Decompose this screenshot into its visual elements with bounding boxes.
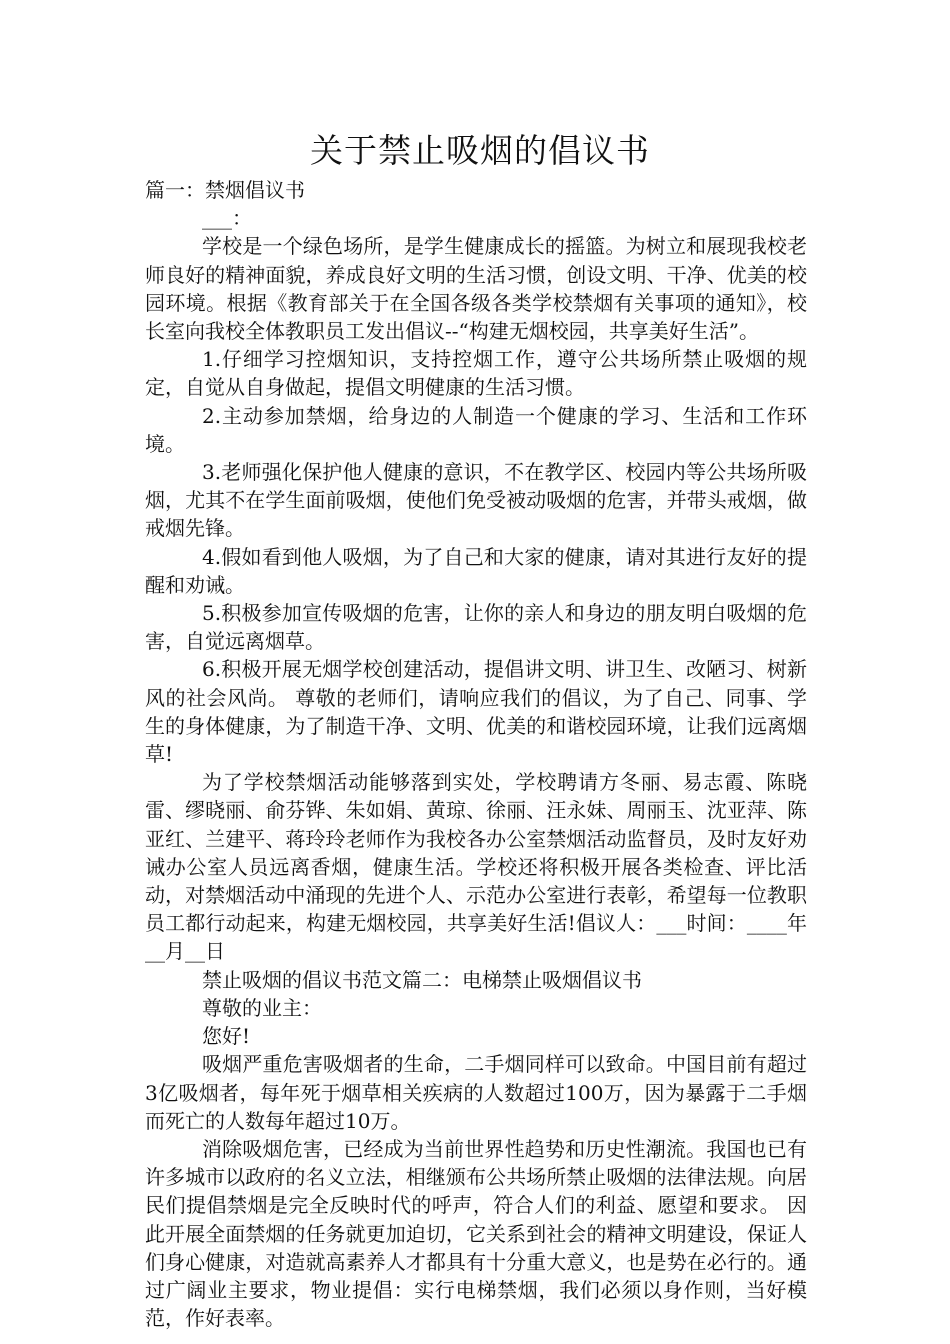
document-title: 关于禁止吸烟的倡议书 [310,131,650,170]
list-item-3: 3.老师强化保护他人健康的意识，不在教学区、校园内等公共场所吸烟，尤其不在学生面前吸烟，使他们免受被动吸烟的危害，并带头戒烟，做戒烟先锋。 [145,460,807,541]
paragraph-smoking-harm: 吸烟严重危害吸烟者的生命，二手烟同样可以致命。中国目前有超过3亿吸烟者，每年死于烟草相关疾病的人数超过100万，因为暴露于二手烟而死亡的人数每年超过10万。 [145,1052,807,1133]
greeting-salutation: 尊敬的业主： [202,995,322,1020]
paragraph-elevator-ban: 消除吸烟危害，已经成为当前世界性趋势和历史性潮流。我国也已有许多城市以政府的名义立法，相继颁布公共场所禁止吸烟的法律法规。向居民们提倡禁烟是完全反映时代的呼声，符合人们的利益、愿望和要求。 因此开展全面禁烟的任务就更加迫切，它关系到社会的精神文明建设，保证人们身心健康，对造就高素养人才都具有十分重大意义，也是势在必行的。通过广阔业主要求，物业提倡：实行电梯禁烟，我们必须以身作则，当好模范，作好表率。 [145,1136,807,1331]
paragraph-supervisors: 为了学校禁烟活动能够落到实处，学校聘请方冬丽、易志霞、陈晓雷、缪晓丽、俞芬铧、朱如娟、黄琼、徐丽、汪永妹、周丽玉、沈亚萍、陈亚红、兰建平、蒋玲玲老师作为我校各办公室禁烟活动监督员，及时友好劝诫办公室人员远离香烟，健康生活。学校还将积极开展各类检查、评比活动，对禁烟活动中涌现的先进个人、示范办公室进行表彰，希望每一位教职员工都行动起来，构建无烟校园，共享美好生活!倡议人：___时间：____年__月__日 [145,770,807,964]
document-body [145,176,807,1332]
section-heading-2: 禁止吸烟的倡议书范文篇二：电梯禁止吸烟倡议书 [202,967,642,992]
list-item-2: 2.主动参加禁烟，给身边的人制造一个健康的学习、生活和工作环境。 [145,403,807,456]
list-item-4: 4.假如看到他人吸烟，为了自己和大家的健康，请对其进行友好的提醒和劝诫。 [145,544,807,597]
list-item-6: 6.积极开展无烟学校创建活动，提倡讲文明、讲卫生、改陋习、树新风的社会风尚。 尊敬的老师们，请响应我们的倡议，为了自己、同事、学生的身体健康，为了制造干净、文明、优美的和谐校园环境，让我们远离烟草! [145,657,807,767]
list-item-1: 1.仔细学习控烟知识，支持控烟工作，遵守公共场所禁止吸烟的规定，自觉从自身做起，提倡文明健康的生活习惯。 [145,347,807,400]
salutation-blank: ___： [202,206,252,231]
list-item-5: 5.积极参加宣传吸烟的危害，让你的亲人和身边的朋友明白吸烟的危害，自觉远离烟草。 [145,601,807,654]
section-heading-1: 篇一：禁烟倡议书 [145,178,305,202]
paragraph-intro: 学校是一个绿色场所，是学生健康成长的摇篮。为树立和展现我校老师良好的精神面貌，养成良好文明的生活习惯，创设文明、干净、优美的校园环境。根据《教育部关于在全国各级各类学校禁烟有关事项的通知》，校长室向我校全体教职员工发出倡议--“构建无烟校园，共享美好生活”。 [145,234,807,344]
greeting-hello: 您好! [202,1024,251,1049]
